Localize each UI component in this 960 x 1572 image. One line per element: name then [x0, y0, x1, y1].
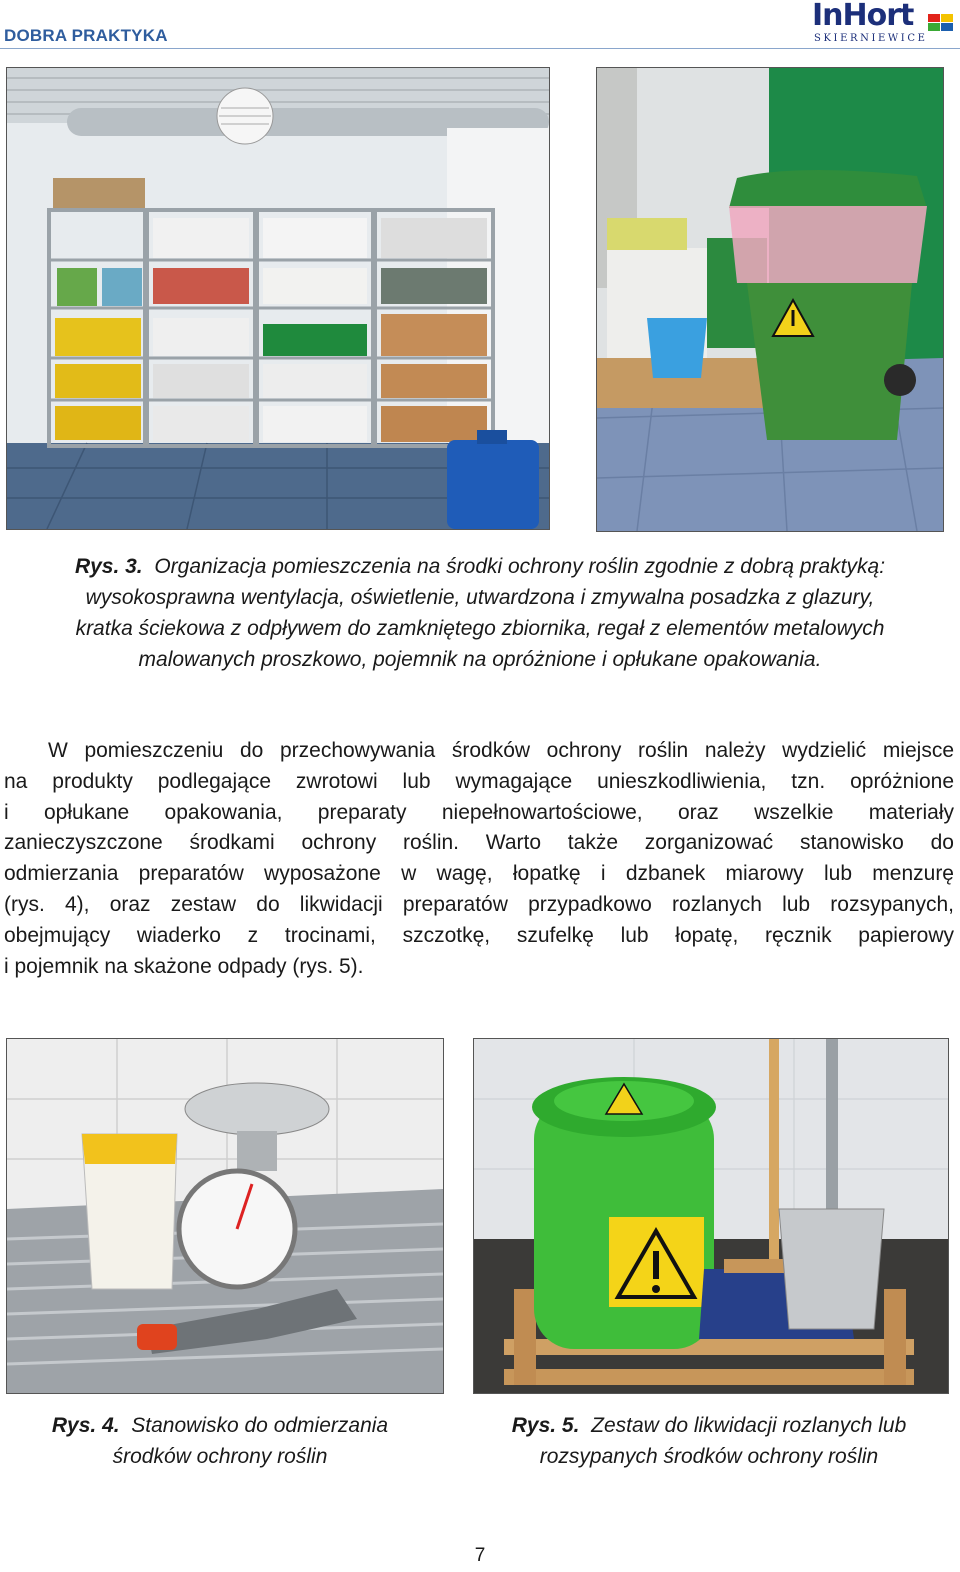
- figure3-caption: [0, 551, 960, 675]
- photo-storage-room: [6, 67, 550, 530]
- figure5-caption-line1: [478, 1410, 940, 1441]
- photo-measuring-station: [6, 1038, 444, 1394]
- figure5-text-2: rozsypanych środków ochrony roślin: [539, 1445, 879, 1468]
- logo-color-blocks: [928, 14, 954, 32]
- figure4-text-2: środków ochrony roślin: [112, 1445, 328, 1468]
- photo-spill-kit: [473, 1038, 949, 1394]
- figure3-text-1: Organizacja pomieszczenia na środki ochrony roślin zgodnie z dobrą praktyką:: [154, 555, 886, 578]
- figure4-caption-line1: [0, 1410, 440, 1441]
- figure4-caption: [0, 1410, 440, 1472]
- paragraph-line: obejmujący wiaderko z trocinami, szczotkę, szufelkę lub łopatę, ręcznik papierowy: [4, 923, 954, 947]
- photo-waste-container: [596, 67, 944, 532]
- page-number: 7: [474, 1545, 486, 1566]
- page-header: [0, 0, 960, 50]
- body-paragraph: [4, 736, 954, 982]
- figure5-label: Rys. 5.: [511, 1414, 580, 1437]
- figure4-text-1: Stanowisko do odmierzania: [131, 1414, 389, 1437]
- inhort-logo: [812, 2, 958, 46]
- figure3-text-2: wysokosprawna wentylacja, oświetlenie, utwardzona i zmywalna posadzka z glazury,: [85, 586, 875, 609]
- logo-wordmark: InHort: [812, 0, 914, 33]
- logo-subtitle: SKIERNIEWICE: [814, 33, 928, 44]
- paragraph-line: W pomieszczeniu do przechowywania środków ochrony roślin należy wydzielić miejsce: [48, 739, 954, 762]
- paragraph-line: zanieczyszczone środkami ochrony roślin. Warto także zorganizować stanowisko do: [4, 831, 954, 855]
- paragraph-line: i pojemnik na skażone odpady (rys. 5).: [4, 954, 364, 978]
- figure4-label: Rys. 4.: [51, 1414, 120, 1437]
- figure3-text-3: kratka ściekowa z odpływem do zamkniętego zbiornika, regał z elementów metalowych: [75, 617, 885, 640]
- figure3-caption-line: [0, 551, 960, 582]
- figure5-text-1: Zestaw do likwidacji rozlanych lub: [591, 1414, 907, 1437]
- figure5-caption: [478, 1410, 940, 1472]
- header-divider: [0, 48, 960, 49]
- figure3-label: Rys. 3.: [74, 555, 143, 578]
- paragraph-line: (rys. 4), oraz zestaw do likwidacji preparatów przypadkowo rozlanych lub rozsypanych,: [4, 892, 954, 916]
- paragraph-line: odmierzania preparatów wyposażone w wagę, łopatkę i dzbanek miarowy lub menzurę: [4, 862, 954, 886]
- figure3-text-4: malowanych proszkowo, pojemnik na opróżnione i opłukane opakowania.: [138, 648, 822, 671]
- paragraph-line: i opłukane opakowania, preparaty niepełnowartościowe, oraz wszelkie materiały: [4, 800, 954, 824]
- paragraph-line: na produkty podlegające zwrotowi lub wymagające unieszkodliwienia, tzn. opróżnione: [4, 769, 954, 793]
- section-title: DOBRA PRAKTYKA: [4, 26, 168, 45]
